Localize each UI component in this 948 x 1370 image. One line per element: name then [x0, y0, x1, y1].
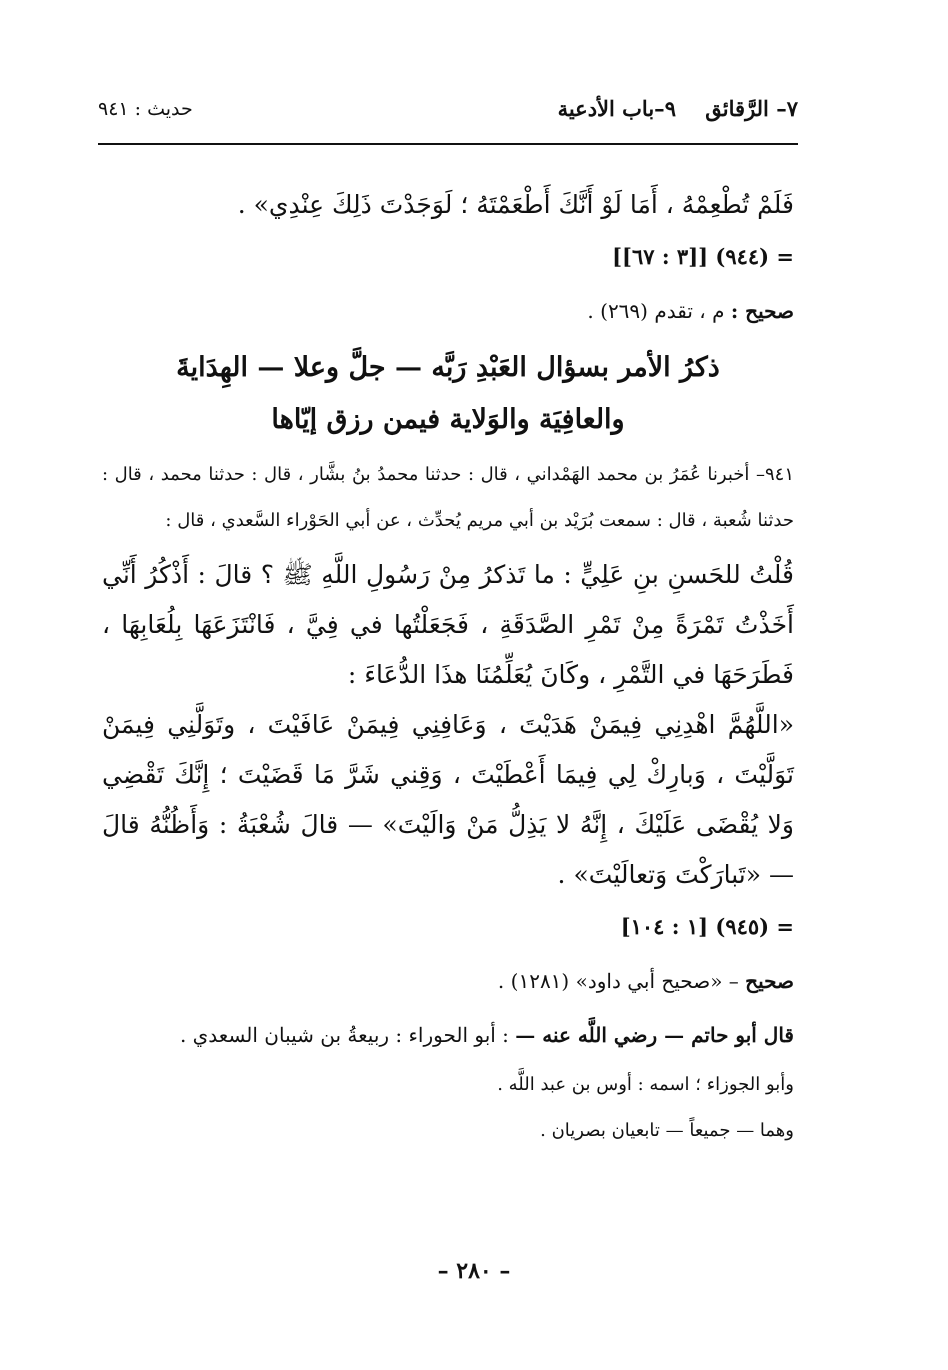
section-title	[102, 342, 794, 446]
note-abu-jawza: وأبو الجوزاء ؛ اسمه : أوس بن عبد اللَّه .	[497, 1074, 794, 1095]
hadith-cross-ref: = (٩٤٥) [١ : ١٠٤]	[620, 914, 794, 939]
header-divider	[98, 143, 798, 145]
commentary-label: قال أبو حاتم — رضي اللَّه عنه —	[515, 1023, 794, 1047]
prev-grade-text: م ، تقدم (٢٦٩) .	[587, 299, 725, 323]
note-tabiun: وهما — جميعاً — تابعيان بصريان .	[540, 1120, 794, 1141]
section-title-line-2: والعافِيَة والوَلاية فيمن رزق إيّاها	[271, 404, 625, 435]
prev-grade	[102, 284, 794, 338]
prev-cross-ref: = (٩٤٤) [[٣ : ٦٧]]	[612, 244, 794, 269]
chapter-title: ٩–باب الأدعية	[557, 96, 676, 121]
header-right	[536, 96, 798, 121]
hadith-grade	[102, 954, 794, 1008]
page-header	[98, 96, 798, 136]
section-title-line-1: ذكرُ الأمر بسؤال العَبْدِ رَبَّه — جلَّ وعلا — الهِدَايةَ	[176, 352, 720, 383]
prev-hadith-end: فَلَمْ تُطْعِمْهُ ، أَمَا لَوْ أَنَّكَ أَطْعَمْتَهُ ؛ لَوَجَدْتَ ذَلِكَ عِنْدِي» .	[237, 190, 794, 219]
commentary	[102, 1008, 794, 1062]
hadith-ref: حديث : ٩٤١	[98, 98, 193, 120]
prev-grade-label: صحيح :	[730, 299, 794, 323]
commentary-text: : أبو الحوراء : ربيعةُ بن شيبان السعدي .	[179, 1023, 509, 1047]
page-body	[102, 180, 794, 1154]
hadith-matn-2: «اللَّهُمَّ اهْدِنِي فِيمَنْ هَدَيْتَ ، وَعَافِنِي فِيمَنْ عَافَيْتَ ، وتَوَلَّنِي فِيمَنْ تَوَلَّيْتَ ، وَبارِكْ لِي فِيمَا أَعْطَيْتَ ، وَقِني شَرَّ مَا قَضَيْتَ ؛ إِنَّكَ تَقْضِي وَلا يُقْضَى عَلَيْكَ ، إِنَّهُ لا يَذِلُّ مَنْ وَالَيْتَ» — قالَ شُعْبَةُ : وَأَظُنُّهُ قالَ — «تَبارَكْتَ وَتعالَيْتَ» .	[102, 710, 794, 889]
hadith-isnad: ٩٤١– أخبرنا عُمَرُ بن محمد الهَمْداني ، قال : حدثنا محمدُ بنُ بشَّار ، قال : حدثنا محمد ، قال : حدثنا شُعبة ، قال : سمعت بُرَيْد بن أبي مريم يُحدِّث ، عن أبي الحَوْراء السَّعدي ، قال :	[102, 464, 794, 531]
grade-label: صحيح	[745, 969, 794, 993]
page-number: – ٢٨٠ –	[437, 1258, 511, 1284]
grade-text: – «صحيح أبي داود» (١٢٨١) .	[497, 969, 739, 993]
hadith-matn-1: قُلْتُ للحَسنِ بنِ عَلِيٍّ : ما تَذكرُ مِنْ رَسُولِ اللَّهِ ﷺ ؟ قالَ : أَذْكُرُ أَنِّي أَخَذْتُ تَمْرَةً مِنْ تَمْرِ الصَّدَقَةِ ، فَجَعَلْتُها في فِيَّ ، فَانْتَزَعَهَا بِلُعَابِهَا ، فَطَرَحَهَا في التَّمْرِ ، وكَانَ يُعَلِّمُنَا هذَا الدُّعَاءَ :	[102, 560, 794, 689]
book-title: ٧– الرَّقائق	[705, 96, 798, 121]
